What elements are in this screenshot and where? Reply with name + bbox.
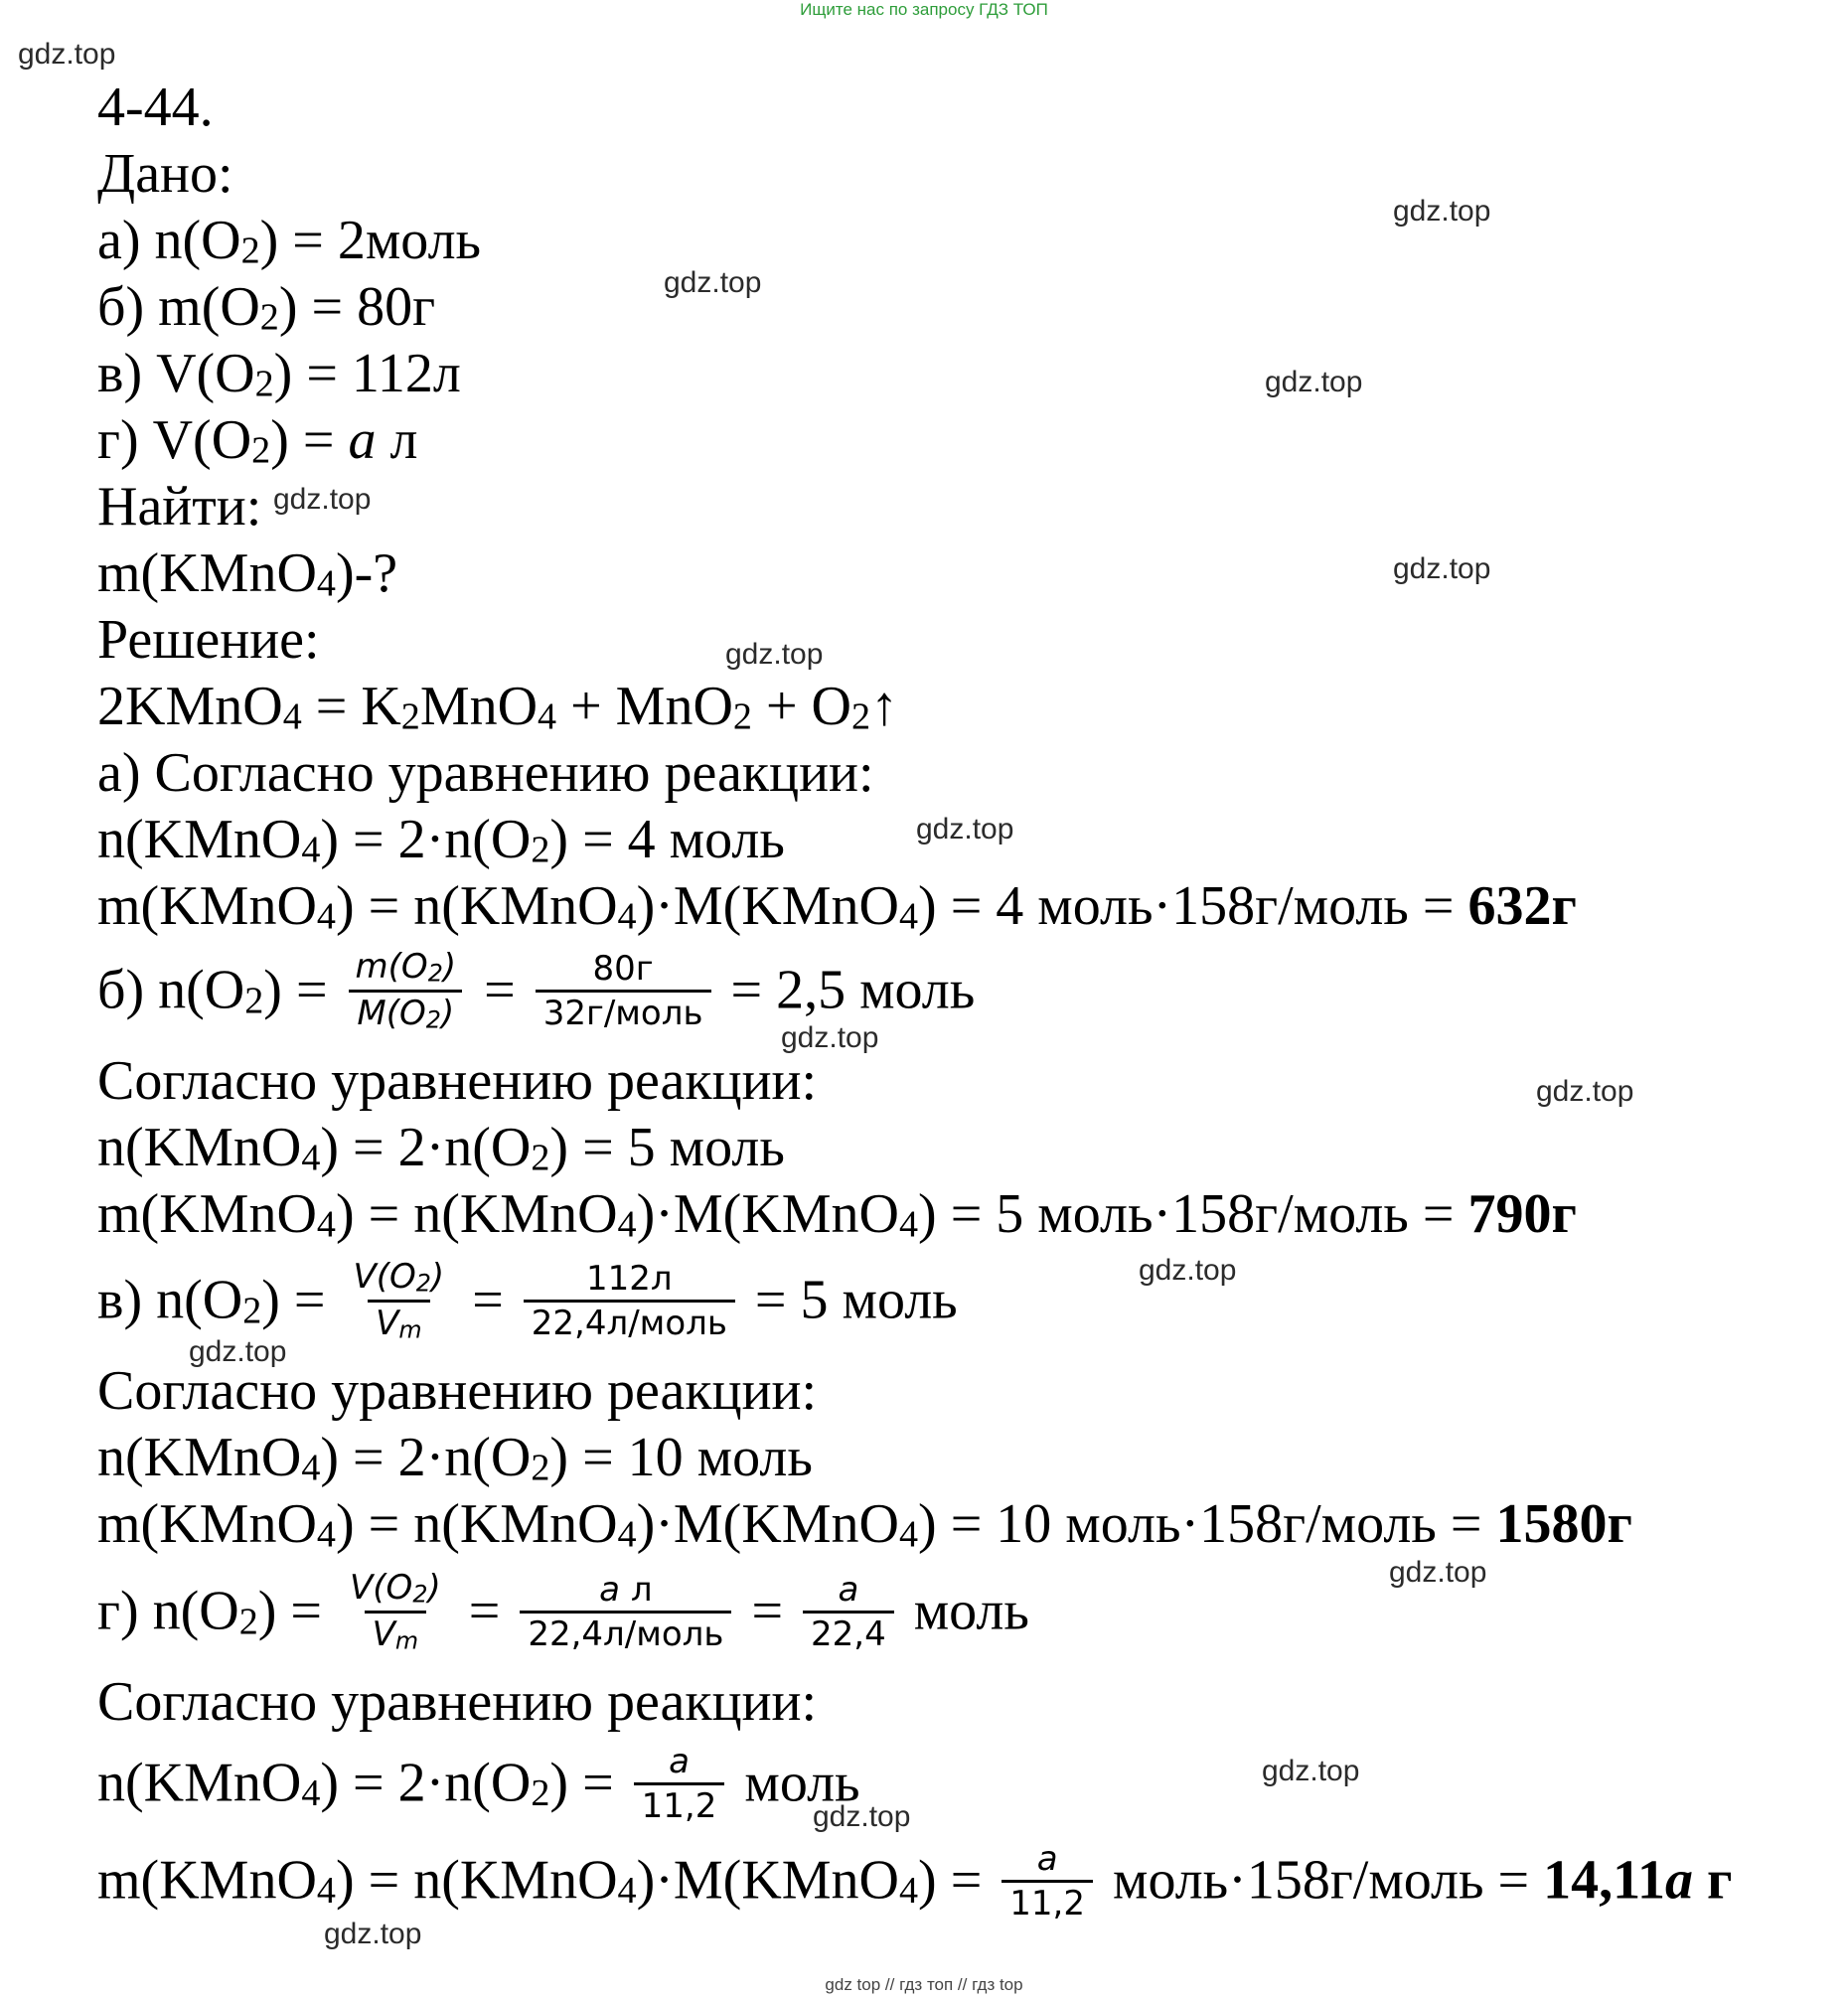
top-banner: Ищите нас по запросу ГДЗ ТОП [800,0,1048,19]
part-v-n-kmno4: n(KMnO$_4$) = $2\cdot n(O_2) = 10$ моль [97,1427,813,1489]
watermark: gdz.top [273,483,372,516]
part-g-m-kmno4: m(KMnO$_4$) = n(KMnO$_4$)·M(KMnO$_4$) = $\frac{a}{11,2}$ моль·158г/моль = 14,11a г [97,1839,1733,1923]
problem-number: 4-44. [97,77,214,138]
watermark: gdz.top [1265,366,1363,398]
watermark: gdz.top [916,813,1014,846]
reaction-equation: 2KMnO$_4$ = $K_2MnO_4 + MnO_2$ + $O_2↑$ [97,676,899,738]
watermark: gdz.top [813,1800,911,1833]
watermark: gdz.top [189,1335,287,1368]
given-b: б) $m(O_2) = 80г$ [97,276,436,339]
fraction: $\frac{112л}{\text{22,4л/моль}}$ [524,1262,735,1340]
fraction: $\frac{m(O_2)}{M(O_2)}$ [348,950,465,1033]
fraction: $\frac{a}{22,4}$ [803,1573,894,1651]
answer-v: 1580г [1495,1493,1632,1555]
part-a-n-kmno4: n(KMnO$_4$) = $2\cdot n(O_2) = 4$ моль [97,809,785,871]
part-b-n-kmno4: n(KMnO$_4$) = $2\cdot n(O_2) = 5$ моль [97,1117,785,1179]
watermark: gdz.top [781,1021,879,1054]
find-target: m(KMnO$_4$)-? [97,542,398,605]
part-g-n-o2: г) $n(O_2)$ = $\frac{V(O_2)}{V_m}$ = $\frac{\text{a л}}{\text{22,4л/моль}}$ = $\frac{a}{22,4}$ моль [97,1568,1029,1655]
watermark: gdz.top [664,266,762,299]
part-a-m-kmno4: m(KMnO$_4$) = n(KMnO$_4$)·M(KMnO$_4$) = 4 моль·158г/моль = 632г [97,875,1577,938]
watermark: gdz.top [1393,195,1491,228]
part-b-heading: Согласно уравнению реакции: [97,1050,818,1112]
watermark: gdz.top [725,638,824,671]
watermark: gdz.top [324,1918,422,1950]
part-v-n-o2: в) $n(O_2)$ = $\frac{V(O_2)}{V_m}$ = $\frac{112л}{\text{22,4л/моль}}$ = 5 моль [97,1257,958,1344]
fraction: $\frac{\text{a л}}{\text{22,4л/моль}}$ [520,1573,731,1651]
answer-g: 14,11a г [1543,1849,1733,1912]
footer: gdz top // гдз топ // гдз top [825,1975,1023,1994]
answer-a: 632г [1467,875,1577,937]
part-b-m-kmno4: m(KMnO$_4$) = n(KMnO$_4$)·M(KMnO$_4$) = 5 моль·158г/моль = 790г [97,1183,1577,1246]
watermark: gdz.top [1389,1556,1487,1589]
solution-label: Решение: [97,609,320,671]
part-a-heading: а) Согласно уравнению реакции: [97,742,874,804]
fraction: $\frac{a}{11,2}$ [634,1745,725,1823]
watermark: gdz.top [1262,1755,1360,1787]
watermark: gdz.top [1139,1254,1237,1287]
watermark: gdz.top [1536,1075,1634,1108]
watermark: gdz.top [18,38,116,71]
fraction: $\frac{80г}{\text{32г/моль}}$ [536,952,711,1030]
given-a: а) $n(O_2)$ = 2моль [97,210,482,272]
answer-b: 790г [1467,1183,1577,1245]
part-g-heading: Согласно уравнению реакции: [97,1671,818,1733]
part-g-n-kmno4: n(KMnO$_4$) = $2\cdot n(O_2)$ = $\frac{a}{11,2}$ моль [97,1742,860,1826]
fraction: $\frac{V(O_2)}{V_m}$ [353,1257,445,1344]
fraction: $\frac{a}{11,2}$ [1001,1842,1093,1921]
part-b-n-o2: б) $n(O_2)$ = $\frac{m(O_2)}{M(O_2)}$ = $\frac{80г}{\text{32г/моль}}$ = 2,5 моль [97,947,976,1034]
watermark: gdz.top [1393,552,1491,585]
part-v-heading: Согласно уравнению реакции: [97,1360,818,1422]
given-label: Дано: [97,143,233,205]
fraction: $\frac{V(O_2)}{V_m}$ [350,1568,441,1655]
part-v-m-kmno4: m(KMnO$_4$) = n(KMnO$_4$)·M(KMnO$_4$) = 10 моль·158г/моль = 1580г [97,1493,1632,1556]
given-v: в) $V(O_2) = 112л$ [97,343,461,405]
find-label: Найти: [97,476,262,538]
given-g: г) $V(O_2) = a$ л [97,409,418,472]
